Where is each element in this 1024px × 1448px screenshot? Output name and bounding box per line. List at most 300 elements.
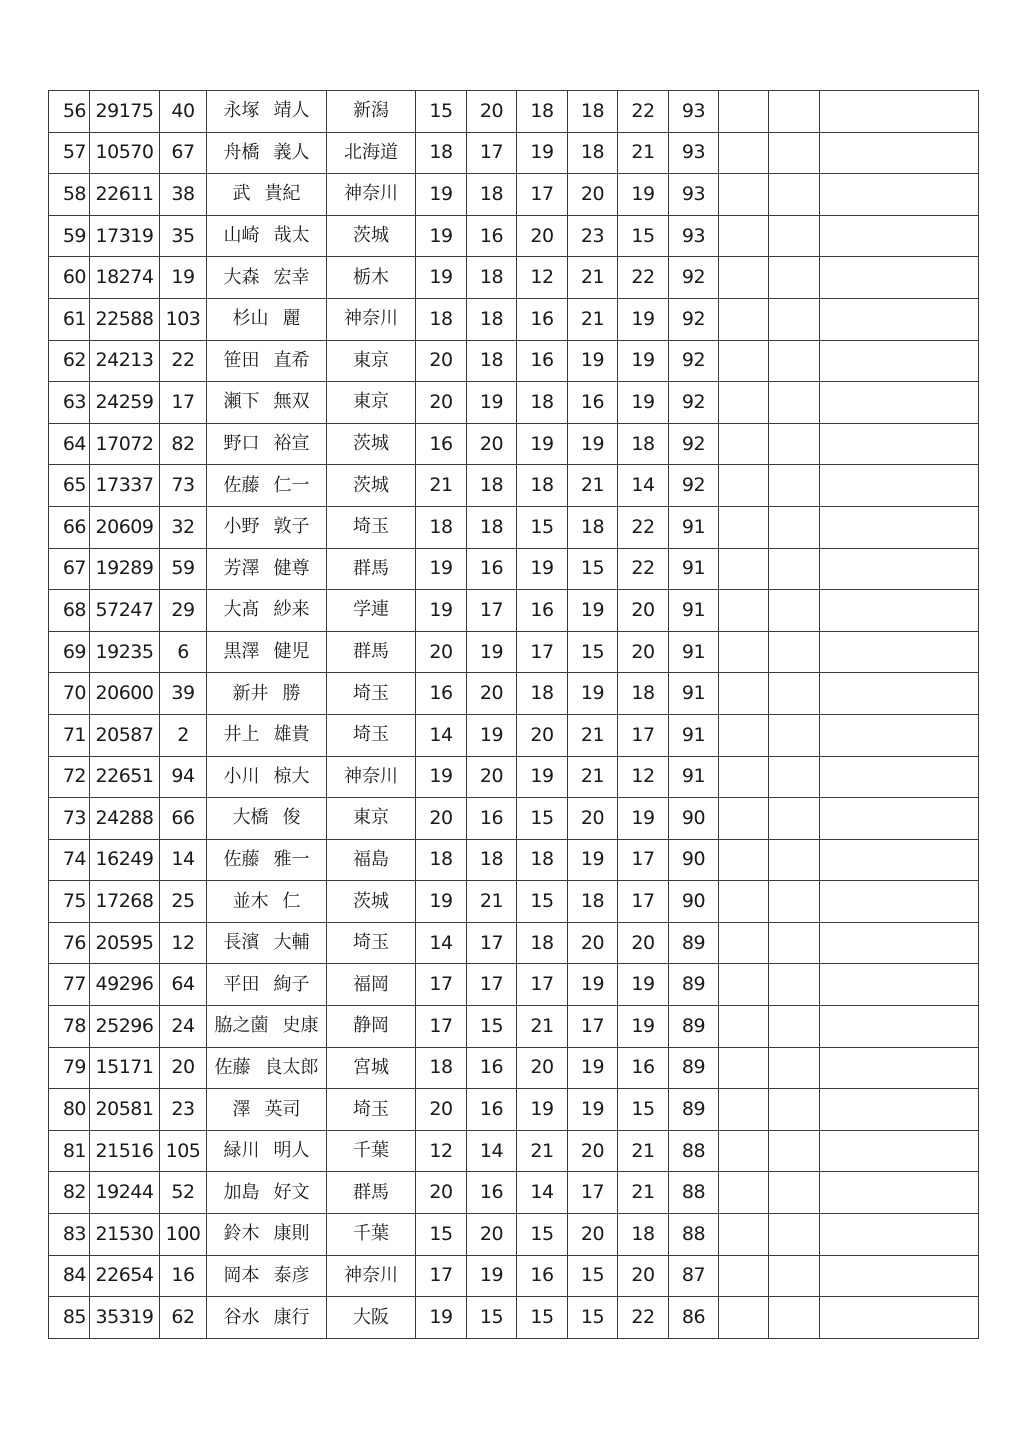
blank-cell-1 [719, 1006, 769, 1048]
score-3-cell: 17 [517, 964, 568, 1006]
score-2-cell: 17 [467, 964, 517, 1006]
prefecture-cell: 福岡 [327, 964, 416, 1006]
remarks-cell [820, 1172, 979, 1214]
score-4-cell: 18 [568, 132, 618, 174]
score-5-cell: 19 [618, 798, 669, 840]
score-2-cell: 20 [467, 423, 517, 465]
rank-cell: 64 [49, 423, 90, 465]
rank-cell: 61 [49, 298, 90, 340]
score-1-cell: 17 [416, 1255, 467, 1297]
member-id-cell: 25296 [90, 1006, 160, 1048]
given-name: 健児 [273, 641, 310, 663]
entry-number-cell: 19 [160, 257, 207, 299]
score-4-cell: 15 [568, 1297, 618, 1339]
score-1-cell: 19 [416, 881, 467, 923]
score-1-cell: 20 [416, 340, 467, 382]
rank-cell: 62 [49, 340, 90, 382]
prefecture-cell: 学連 [327, 590, 416, 632]
score-1-cell: 20 [416, 631, 467, 673]
family-name: 緑川 [223, 1140, 260, 1162]
rank-cell: 79 [49, 1047, 90, 1089]
given-name: 絢子 [273, 973, 310, 995]
score-3-cell: 12 [517, 257, 568, 299]
total-cell: 93 [669, 174, 719, 216]
score-2-cell: 18 [467, 506, 517, 548]
prefecture-cell: 茨城 [327, 465, 416, 507]
table-row [49, 1255, 979, 1297]
remarks-cell [820, 465, 979, 507]
score-5-cell: 16 [618, 1047, 669, 1089]
total-cell: 90 [669, 881, 719, 923]
given-name: 靖人 [273, 100, 310, 122]
score-4-cell: 19 [568, 340, 618, 382]
score-2-cell: 20 [467, 673, 517, 715]
blank-cell-2 [769, 756, 820, 798]
score-2-cell: 20 [467, 1214, 517, 1256]
score-1-cell: 20 [416, 1172, 467, 1214]
score-5-cell: 14 [618, 465, 669, 507]
score-5-cell: 22 [618, 548, 669, 590]
score-1-cell: 20 [416, 1089, 467, 1131]
rank-cell: 70 [49, 673, 90, 715]
rank-cell: 73 [49, 798, 90, 840]
given-name: 雄貴 [273, 724, 310, 746]
member-id-cell: 20587 [90, 714, 160, 756]
entry-number-cell: 64 [160, 964, 207, 1006]
family-name: 谷水 [223, 1306, 260, 1328]
prefecture-cell: 宮城 [327, 1047, 416, 1089]
score-1-cell: 18 [416, 1047, 467, 1089]
score-5-cell: 17 [618, 881, 669, 923]
given-name: 明人 [273, 1140, 310, 1162]
remarks-cell [820, 922, 979, 964]
score-3-cell: 18 [517, 673, 568, 715]
prefecture-cell: 埼玉 [327, 1089, 416, 1131]
entry-number-cell: 35 [160, 215, 207, 257]
total-cell: 91 [669, 631, 719, 673]
blank-cell-2 [769, 91, 820, 133]
name-cell [207, 1006, 327, 1048]
given-name: 裕宣 [273, 433, 310, 455]
prefecture-cell: 千葉 [327, 1130, 416, 1172]
score-3-cell: 17 [517, 174, 568, 216]
remarks-cell [820, 506, 979, 548]
prefecture-cell: 埼玉 [327, 922, 416, 964]
blank-cell-2 [769, 590, 820, 632]
table-row [49, 839, 979, 881]
table-row [49, 382, 979, 424]
remarks-cell [820, 174, 979, 216]
given-name: 無双 [273, 391, 310, 413]
prefecture-cell: 群馬 [327, 548, 416, 590]
given-name: 敦子 [273, 516, 310, 538]
entry-number-cell: 29 [160, 590, 207, 632]
table-row [49, 631, 979, 673]
member-id-cell: 24259 [90, 382, 160, 424]
score-4-cell: 19 [568, 590, 618, 632]
entry-number-cell: 73 [160, 465, 207, 507]
score-5-cell: 15 [618, 215, 669, 257]
score-5-cell: 19 [618, 174, 669, 216]
prefecture-cell: 埼玉 [327, 673, 416, 715]
blank-cell-1 [719, 839, 769, 881]
table-row [49, 1172, 979, 1214]
score-4-cell: 18 [568, 91, 618, 133]
prefecture-cell: 群馬 [327, 631, 416, 673]
entry-number-cell: 12 [160, 922, 207, 964]
member-id-cell: 10570 [90, 132, 160, 174]
score-4-cell: 23 [568, 215, 618, 257]
family-name: 舟橋 [223, 141, 260, 163]
remarks-cell [820, 1255, 979, 1297]
member-id-cell: 20600 [90, 673, 160, 715]
score-5-cell: 18 [618, 1214, 669, 1256]
table-row [49, 298, 979, 340]
score-4-cell: 15 [568, 631, 618, 673]
given-name: 健尊 [273, 557, 310, 579]
score-1-cell: 20 [416, 798, 467, 840]
member-id-cell: 17072 [90, 423, 160, 465]
entry-number-cell: 105 [160, 1130, 207, 1172]
score-4-cell: 20 [568, 798, 618, 840]
score-5-cell: 17 [618, 714, 669, 756]
given-name: 良太郎 [264, 1056, 319, 1078]
score-3-cell: 19 [517, 423, 568, 465]
entry-number-cell: 17 [160, 382, 207, 424]
total-cell: 91 [669, 756, 719, 798]
rank-cell: 74 [49, 839, 90, 881]
blank-cell-2 [769, 964, 820, 1006]
table-row [49, 91, 979, 133]
score-1-cell: 19 [416, 1297, 467, 1339]
given-name: 哉太 [273, 225, 310, 247]
blank-cell-2 [769, 839, 820, 881]
remarks-cell [820, 756, 979, 798]
score-1-cell: 18 [416, 298, 467, 340]
table-row [49, 798, 979, 840]
family-name: 小川 [223, 765, 260, 787]
score-4-cell: 16 [568, 382, 618, 424]
score-5-cell: 20 [618, 1255, 669, 1297]
family-name: 武 [232, 183, 251, 205]
rank-cell: 57 [49, 132, 90, 174]
prefecture-cell: 東京 [327, 340, 416, 382]
entry-number-cell: 62 [160, 1297, 207, 1339]
entry-number-cell: 2 [160, 714, 207, 756]
table-row [49, 964, 979, 1006]
total-cell: 91 [669, 548, 719, 590]
score-1-cell: 14 [416, 714, 467, 756]
score-1-cell: 19 [416, 257, 467, 299]
score-5-cell: 19 [618, 340, 669, 382]
score-5-cell: 17 [618, 839, 669, 881]
blank-cell-2 [769, 340, 820, 382]
blank-cell-1 [719, 1255, 769, 1297]
name-cell [207, 673, 327, 715]
table-row [49, 1130, 979, 1172]
remarks-cell [820, 1089, 979, 1131]
entry-number-cell: 6 [160, 631, 207, 673]
member-id-cell: 22588 [90, 298, 160, 340]
family-name: 野口 [223, 433, 260, 455]
member-id-cell: 20581 [90, 1089, 160, 1131]
family-name: 長濱 [223, 932, 260, 954]
total-cell: 88 [669, 1130, 719, 1172]
score-2-cell: 19 [467, 382, 517, 424]
name-cell [207, 714, 327, 756]
total-cell: 92 [669, 423, 719, 465]
score-5-cell: 20 [618, 631, 669, 673]
blank-cell-1 [719, 798, 769, 840]
score-2-cell: 16 [467, 1172, 517, 1214]
score-4-cell: 21 [568, 756, 618, 798]
score-3-cell: 19 [517, 548, 568, 590]
member-id-cell: 15171 [90, 1047, 160, 1089]
blank-cell-1 [719, 964, 769, 1006]
name-cell [207, 1214, 327, 1256]
rank-cell: 56 [49, 91, 90, 133]
score-5-cell: 15 [618, 1089, 669, 1131]
entry-number-cell: 32 [160, 506, 207, 548]
score-5-cell: 19 [618, 1006, 669, 1048]
prefecture-cell: 群馬 [327, 1172, 416, 1214]
score-1-cell: 19 [416, 548, 467, 590]
rank-cell: 83 [49, 1214, 90, 1256]
score-5-cell: 21 [618, 1130, 669, 1172]
remarks-cell [820, 257, 979, 299]
total-cell: 89 [669, 1089, 719, 1131]
score-1-cell: 15 [416, 1214, 467, 1256]
score-3-cell: 17 [517, 631, 568, 673]
member-id-cell: 22611 [90, 174, 160, 216]
given-name: 貴紀 [264, 183, 301, 205]
prefecture-cell: 福島 [327, 839, 416, 881]
member-id-cell: 29175 [90, 91, 160, 133]
score-4-cell: 17 [568, 1172, 618, 1214]
entry-number-cell: 25 [160, 881, 207, 923]
given-name: 史康 [282, 1015, 319, 1037]
score-1-cell: 17 [416, 1006, 467, 1048]
blank-cell-2 [769, 1297, 820, 1339]
results-rows [49, 91, 979, 1339]
entry-number-cell: 52 [160, 1172, 207, 1214]
score-1-cell: 19 [416, 215, 467, 257]
member-id-cell: 35319 [90, 1297, 160, 1339]
total-cell: 86 [669, 1297, 719, 1339]
remarks-cell [820, 964, 979, 1006]
prefecture-cell: 北海道 [327, 132, 416, 174]
score-4-cell: 21 [568, 714, 618, 756]
entry-number-cell: 14 [160, 839, 207, 881]
score-1-cell: 19 [416, 590, 467, 632]
table-row [49, 756, 979, 798]
name-cell [207, 1047, 327, 1089]
table-row [49, 881, 979, 923]
member-id-cell: 17268 [90, 881, 160, 923]
remarks-cell [820, 590, 979, 632]
remarks-cell [820, 548, 979, 590]
blank-cell-1 [719, 423, 769, 465]
name-cell [207, 1172, 327, 1214]
member-id-cell: 18274 [90, 257, 160, 299]
score-5-cell: 19 [618, 964, 669, 1006]
family-name: 新井 [232, 682, 269, 704]
score-3-cell: 19 [517, 1089, 568, 1131]
entry-number-cell: 24 [160, 1006, 207, 1048]
remarks-cell [820, 714, 979, 756]
score-2-cell: 18 [467, 465, 517, 507]
total-cell: 92 [669, 465, 719, 507]
rank-cell: 63 [49, 382, 90, 424]
rank-cell: 80 [49, 1089, 90, 1131]
score-1-cell: 18 [416, 506, 467, 548]
score-3-cell: 15 [517, 1297, 568, 1339]
prefecture-cell: 埼玉 [327, 506, 416, 548]
given-name: 康行 [273, 1306, 310, 1328]
total-cell: 89 [669, 1006, 719, 1048]
score-3-cell: 20 [517, 1047, 568, 1089]
entry-number-cell: 38 [160, 174, 207, 216]
prefecture-cell: 茨城 [327, 215, 416, 257]
blank-cell-1 [719, 881, 769, 923]
blank-cell-2 [769, 174, 820, 216]
entry-number-cell: 66 [160, 798, 207, 840]
blank-cell-1 [719, 257, 769, 299]
blank-cell-2 [769, 714, 820, 756]
score-4-cell: 20 [568, 1130, 618, 1172]
score-3-cell: 16 [517, 340, 568, 382]
family-name: 脇之薗 [214, 1015, 269, 1037]
score-3-cell: 21 [517, 1130, 568, 1172]
member-id-cell: 24288 [90, 798, 160, 840]
score-2-cell: 16 [467, 215, 517, 257]
score-2-cell: 15 [467, 1297, 517, 1339]
blank-cell-1 [719, 1089, 769, 1131]
score-4-cell: 19 [568, 964, 618, 1006]
blank-cell-2 [769, 631, 820, 673]
score-3-cell: 18 [517, 922, 568, 964]
table-row [49, 673, 979, 715]
blank-cell-1 [719, 548, 769, 590]
given-name: 仁一 [273, 474, 310, 496]
score-2-cell: 19 [467, 1255, 517, 1297]
remarks-cell [820, 1047, 979, 1089]
name-cell [207, 1089, 327, 1131]
family-name: 黒澤 [223, 641, 260, 663]
member-id-cell: 20609 [90, 506, 160, 548]
blank-cell-1 [719, 631, 769, 673]
score-1-cell: 14 [416, 922, 467, 964]
entry-number-cell: 40 [160, 91, 207, 133]
score-3-cell: 19 [517, 756, 568, 798]
remarks-cell [820, 340, 979, 382]
entry-number-cell: 23 [160, 1089, 207, 1131]
blank-cell-2 [769, 1130, 820, 1172]
score-3-cell: 18 [517, 382, 568, 424]
blank-cell-1 [719, 673, 769, 715]
blank-cell-1 [719, 506, 769, 548]
member-id-cell: 57247 [90, 590, 160, 632]
rank-cell: 68 [49, 590, 90, 632]
family-name: 岡本 [223, 1264, 260, 1286]
blank-cell-2 [769, 465, 820, 507]
score-5-cell: 22 [618, 506, 669, 548]
score-3-cell: 18 [517, 91, 568, 133]
score-3-cell: 18 [517, 465, 568, 507]
table-row [49, 215, 979, 257]
table-row [49, 1047, 979, 1089]
score-3-cell: 16 [517, 1255, 568, 1297]
blank-cell-2 [769, 382, 820, 424]
score-3-cell: 15 [517, 881, 568, 923]
blank-cell-1 [719, 215, 769, 257]
rank-cell: 71 [49, 714, 90, 756]
rank-cell: 60 [49, 257, 90, 299]
score-3-cell: 16 [517, 298, 568, 340]
family-name: 並木 [232, 890, 269, 912]
family-name: 佐藤 [223, 848, 260, 870]
rank-cell: 65 [49, 465, 90, 507]
entry-number-cell: 16 [160, 1255, 207, 1297]
rank-cell: 78 [49, 1006, 90, 1048]
score-1-cell: 16 [416, 673, 467, 715]
score-1-cell: 19 [416, 756, 467, 798]
remarks-cell [820, 673, 979, 715]
name-cell [207, 1255, 327, 1297]
name-cell [207, 922, 327, 964]
remarks-cell [820, 298, 979, 340]
member-id-cell: 21530 [90, 1214, 160, 1256]
score-2-cell: 17 [467, 590, 517, 632]
total-cell: 91 [669, 673, 719, 715]
score-5-cell: 19 [618, 382, 669, 424]
table-row [49, 465, 979, 507]
blank-cell-2 [769, 798, 820, 840]
given-name: 泰彦 [273, 1264, 310, 1286]
score-2-cell: 16 [467, 798, 517, 840]
score-4-cell: 21 [568, 257, 618, 299]
blank-cell-2 [769, 132, 820, 174]
score-1-cell: 19 [416, 174, 467, 216]
score-4-cell: 19 [568, 839, 618, 881]
blank-cell-1 [719, 91, 769, 133]
name-cell [207, 590, 327, 632]
total-cell: 90 [669, 798, 719, 840]
score-4-cell: 21 [568, 298, 618, 340]
remarks-cell [820, 132, 979, 174]
score-5-cell: 20 [618, 590, 669, 632]
score-5-cell: 12 [618, 756, 669, 798]
blank-cell-1 [719, 1130, 769, 1172]
score-1-cell: 16 [416, 423, 467, 465]
score-2-cell: 15 [467, 1006, 517, 1048]
rank-cell: 72 [49, 756, 90, 798]
family-name: 笹田 [223, 349, 260, 371]
member-id-cell: 19235 [90, 631, 160, 673]
prefecture-cell: 大阪 [327, 1297, 416, 1339]
score-4-cell: 15 [568, 1255, 618, 1297]
family-name: 永塚 [223, 100, 260, 122]
score-4-cell: 19 [568, 423, 618, 465]
prefecture-cell: 静岡 [327, 1006, 416, 1048]
score-4-cell: 21 [568, 465, 618, 507]
blank-cell-2 [769, 506, 820, 548]
blank-cell-2 [769, 257, 820, 299]
member-id-cell: 19289 [90, 548, 160, 590]
score-1-cell: 15 [416, 91, 467, 133]
score-2-cell: 18 [467, 839, 517, 881]
blank-cell-1 [719, 1297, 769, 1339]
